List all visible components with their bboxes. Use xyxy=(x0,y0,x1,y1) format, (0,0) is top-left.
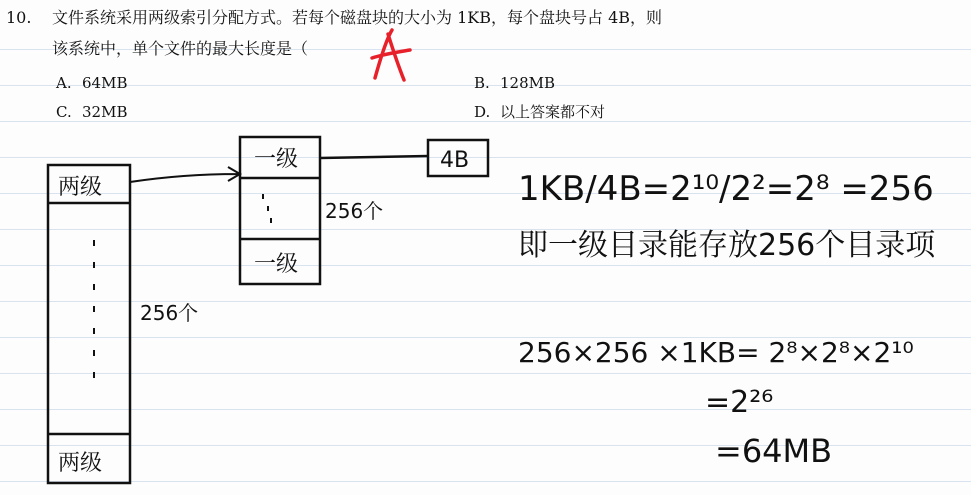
link-to-block xyxy=(320,156,428,158)
option-b-value: 128MB xyxy=(500,74,556,92)
arrow-to-level1 xyxy=(130,167,240,182)
left-bottom-label: 两级 xyxy=(58,451,103,476)
option-d-value: 以上答案都不对 xyxy=(500,103,606,121)
mid-top-label: 一级 xyxy=(254,147,299,172)
answer-mark-stroke xyxy=(372,30,410,80)
left-top-label: 两级 xyxy=(58,175,103,200)
calc-line-5: =64MB xyxy=(715,432,833,470)
option-c-value: 32MB xyxy=(82,103,128,121)
calc-line-2: 即一级目录能存放256个目录项 xyxy=(518,228,936,263)
question-number: 10. xyxy=(6,8,32,27)
left-count-label: 256个 xyxy=(140,301,199,325)
question-line-2: 该系统中，单个文件的最大长度是（ xyxy=(52,39,309,58)
left-box-dots xyxy=(93,240,95,378)
option-a-key: A. xyxy=(56,74,72,92)
calc-line-1: 1KB/4B=2¹⁰/2²=2⁸ =256 xyxy=(518,169,934,209)
mid-count-label: 256个 xyxy=(325,199,384,223)
calc-line-3: 256×256 ×1KB= 2⁸×2⁸×2¹⁰ xyxy=(518,336,914,369)
option-a-value: 64MB xyxy=(82,74,128,92)
option-c-key: C. xyxy=(56,103,72,121)
mid-bottom-label: 一级 xyxy=(254,252,299,277)
mid-box-dots xyxy=(262,194,272,223)
option-b-key: B. xyxy=(474,74,490,92)
left-index-box xyxy=(48,165,130,483)
block-number-label: 4B xyxy=(440,148,470,173)
question-line-1: 文件系统采用两级索引分配方式。若每个磁盘块的大小为 1KB，每个盘块号占 4B，则 xyxy=(52,8,663,27)
calc-line-4: =2²⁶ xyxy=(705,385,774,420)
option-d-key: D. xyxy=(474,103,491,121)
